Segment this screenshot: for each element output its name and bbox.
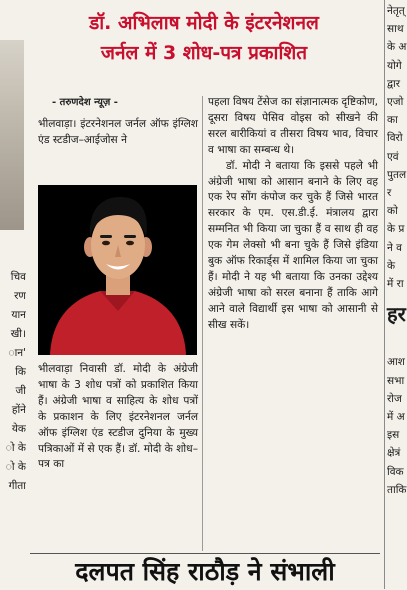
right-neighbor-column — [384, 0, 407, 589]
right-fragment: आश — [387, 356, 405, 369]
right-fragment: को — [387, 205, 398, 218]
left-neighbor-column — [0, 0, 26, 589]
right-fragment: ताकि — [387, 483, 407, 496]
right-fragment: योगे — [387, 59, 402, 72]
left-fragment: ो के — [5, 461, 26, 473]
portrait-illustration — [38, 185, 197, 355]
right-fragment: नेतृत् — [387, 5, 405, 17]
column-divider — [202, 96, 203, 551]
right-fragment: पुतल — [387, 168, 407, 181]
right-fragment — [387, 335, 407, 353]
column-2-paragraph-2: डॉ. मोदी ने बताया कि इससे पहले भी अंग्रेजी भाषा को आसान बनाने के लिए वह एक रेप सोंग कंपोज कर चुके हैं जिसे भारत सरकार के एम. एस.डी.ई. मंत्रालय द्वारा सम्मनित भी किया जा चुका हैं व साथ ही वह एक गेम लेक्सो भी बना चुके हैं जिसे इंडिया बुक ऑफ रिकार्ड्स में शामिल किया जा चुका हैं। मोदी ने यह भी बताया कि उनका उद्देश्य अंग्रेजी भाषा को सरल बनाना हैं ताकि आगे आने वाले विद्यार्थी इस भाषा को आसानी से सीख सकें। — [208, 159, 378, 331]
right-fragment: एजो — [387, 96, 404, 109]
left-fragment: कि — [15, 366, 26, 378]
left-fragment: जी — [15, 385, 26, 397]
headline-line-2: जर्नल में 3 शोध-पत्र प्रकाशित — [100, 42, 308, 64]
left-fragment: गीता — [8, 480, 26, 492]
right-fragment: के प्र — [387, 223, 405, 236]
article-column-1-top: भीलवाड़ा। इंटरनेशनल जर्नल ऑफ इंग्लिश एंड स्टडीज–आईजोस ने — [38, 118, 198, 146]
right-neighbor-text — [387, 2, 407, 499]
right-fragment: के — [387, 259, 396, 272]
right-fragment: में रा — [387, 278, 404, 291]
left-fragment: येक — [11, 423, 26, 435]
byline: - तरुणदेश न्यूज़ - — [52, 97, 118, 108]
right-fragment: रोज — [387, 392, 402, 405]
right-fragment: के अ — [387, 41, 407, 54]
left-fragment: रण — [14, 290, 26, 302]
left-neighbor-text — [0, 268, 26, 496]
right-fragment: हर — [387, 302, 406, 327]
right-fragment: र — [387, 187, 392, 200]
column-2-paragraph-1: पहला विषय टेंसेज का संज्ञानात्मक दृष्टिकोण, दूसरा विषय पेसिव वोइस को सीखने की सरल बारीकियां व तीसरा विषय भाव, विचार व भाषा का सम्बन्ध थे। — [208, 96, 378, 156]
right-fragment: इस — [387, 429, 400, 442]
left-fragment: ान' — [8, 347, 26, 359]
right-fragment: विक — [387, 465, 404, 478]
left-fragment: ो के — [5, 442, 26, 454]
portrait-photo — [38, 185, 197, 355]
left-neighbor-photo — [0, 40, 24, 230]
right-fragment: विरो — [387, 132, 403, 145]
headline-line-1: डॉ. अभिलाष मोदी के इंटरनेशनल — [89, 12, 319, 34]
right-fragment: ने व — [387, 241, 403, 254]
next-article-headline: दलपत सिंह राठौड़ ने संभाली — [75, 557, 335, 586]
right-fragment: साथ — [387, 23, 404, 36]
right-fragment: में अ — [387, 411, 405, 424]
right-fragment: क्षेत्रं — [387, 447, 401, 460]
left-fragment: चिव — [10, 271, 26, 283]
right-fragment: द्वार — [387, 77, 401, 90]
right-fragment: का — [387, 114, 398, 127]
right-fragment: सभा — [387, 374, 405, 387]
left-fragment: होंने — [11, 404, 26, 416]
article-headline — [30, 8, 378, 68]
article-column-1-bottom: भीलवाड़ा निवासी डॉ. मोदी के अंग्रेजी भाषा के 3 शोध पत्रों को प्रकाशित किया हैं। अंग्रेजी भाषा व साहित्य के शोध पत्रों के प्रकाशन के लिए इंटरनेशनल जर्नल ऑफ इंग्लिश एंड स्टडीज दुनिया के मुख्य पत्रिकाओं में से एक हैं। डॉ. मोदी के शोध–पत्र का — [38, 363, 198, 471]
left-fragment: यान — [11, 309, 26, 321]
article-column-2 — [208, 95, 378, 334]
right-fragment: एवं — [387, 150, 399, 163]
left-fragment: खी। — [10, 328, 26, 340]
